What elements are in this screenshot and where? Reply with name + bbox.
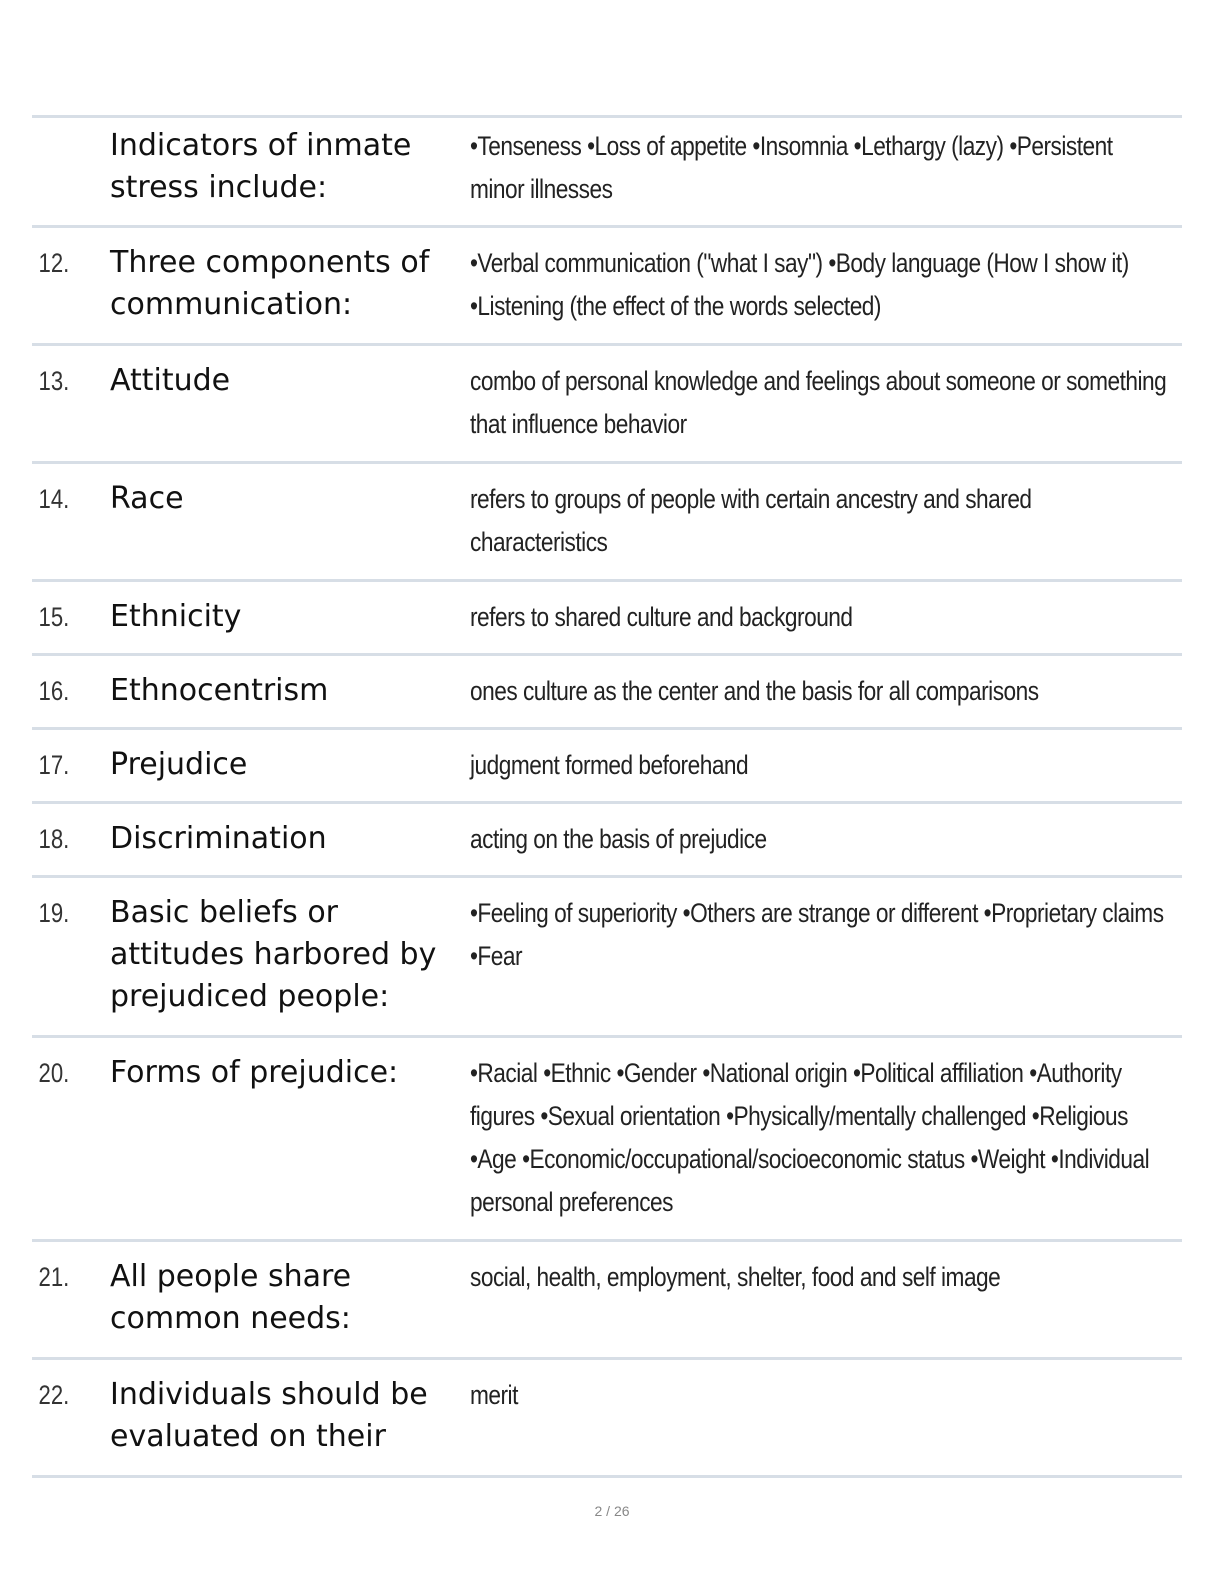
card-definition: [470, 1256, 1182, 1299]
card-definition: [470, 596, 1182, 639]
card-term: Three components of communication:: [110, 245, 430, 322]
card-term: Attitude: [110, 363, 231, 398]
card-definition: [470, 125, 1182, 211]
page-indicator: 2 / 26: [594, 1503, 630, 1519]
card-number: 21.: [38, 1262, 70, 1292]
card-number: 20.: [38, 1058, 70, 1088]
card-term: All people share common needs:: [110, 1259, 352, 1336]
card-row-12: [32, 225, 1182, 343]
card-row-17: [32, 727, 1182, 801]
card-row-19: [32, 875, 1182, 1035]
card-definition-text: ones culture as the center and the basis for all comparisons: [470, 676, 1039, 706]
card-number: 14.: [38, 484, 70, 514]
card-number: 19.: [38, 898, 70, 928]
card-term: Prejudice: [110, 747, 248, 782]
card-definition: [470, 670, 1182, 713]
card-definition-text: refers to groups of people with certain ancestry and shared characteristics: [470, 484, 1032, 557]
card-definition: [470, 1374, 1182, 1417]
card-definition-text: refers to shared culture and background: [470, 602, 853, 632]
card-term: Indicators of inmate stress include:: [110, 128, 412, 205]
card-definition: [470, 242, 1182, 328]
card-definition: [470, 478, 1182, 564]
card-row-18: [32, 801, 1182, 875]
card-row-16: [32, 653, 1182, 727]
card-number: 16.: [38, 676, 70, 706]
card-term: Basic beliefs or attitudes harbored by prejudiced people:: [110, 895, 437, 1014]
card-definition: [470, 744, 1182, 787]
card-definition: [470, 360, 1182, 446]
card-definition-text: •Tenseness •Loss of appetite •Insomnia •Lethargy (lazy) •Persistent minor illnesses: [470, 131, 1113, 204]
card-row-15: [32, 579, 1182, 653]
card-definition: [470, 1052, 1182, 1224]
card-definition-text: acting on the basis of prejudice: [470, 824, 767, 854]
card-definition-text: •Racial •Ethnic •Gender •National origin •Political affiliation •Authority figures •Sexual orientation •Physically/mentally challenged •Religious •Age •Economic/occupational/socioeconomic status •Weight •Individual personal preferences: [470, 1058, 1150, 1217]
card-definition-text: •Verbal communication ("what I say") •Body language (How I show it) •Listening (the effect of the words selected): [470, 248, 1129, 321]
card-definition-text: merit: [470, 1380, 518, 1410]
card-definition-text: social, health, employment, shelter, food and self image: [470, 1262, 1001, 1292]
flashcard-list: [32, 115, 1182, 1478]
card-term: Discrimination: [110, 821, 327, 856]
card-term: Forms of prejudice:: [110, 1055, 399, 1090]
card-number: 15.: [38, 602, 70, 632]
card-term: Individuals should be evaluated on their: [110, 1377, 428, 1454]
card-definition: [470, 892, 1182, 978]
card-number: 13.: [38, 366, 70, 396]
card-number: 17.: [38, 750, 70, 780]
card-row-11: [32, 115, 1182, 225]
card-definition-text: judgment formed beforehand: [470, 750, 749, 780]
card-row-20: [32, 1035, 1182, 1239]
card-term: Race: [110, 481, 184, 516]
card-row-22: [32, 1357, 1182, 1478]
card-row-13: [32, 343, 1182, 461]
card-term: Ethnicity: [110, 599, 242, 634]
card-number: 12.: [38, 248, 70, 278]
card-definition-text: •Feeling of superiority •Others are strange or different •Proprietary claims •Fear: [470, 898, 1164, 971]
card-row-14: [32, 461, 1182, 579]
card-row-21: [32, 1239, 1182, 1357]
card-number: 22.: [38, 1380, 70, 1410]
card-definition-text: combo of personal knowledge and feelings about someone or something that influence behavior: [470, 366, 1167, 439]
card-number: 18.: [38, 824, 70, 854]
card-term: Ethnocentrism: [110, 673, 329, 708]
card-definition: [470, 818, 1182, 861]
